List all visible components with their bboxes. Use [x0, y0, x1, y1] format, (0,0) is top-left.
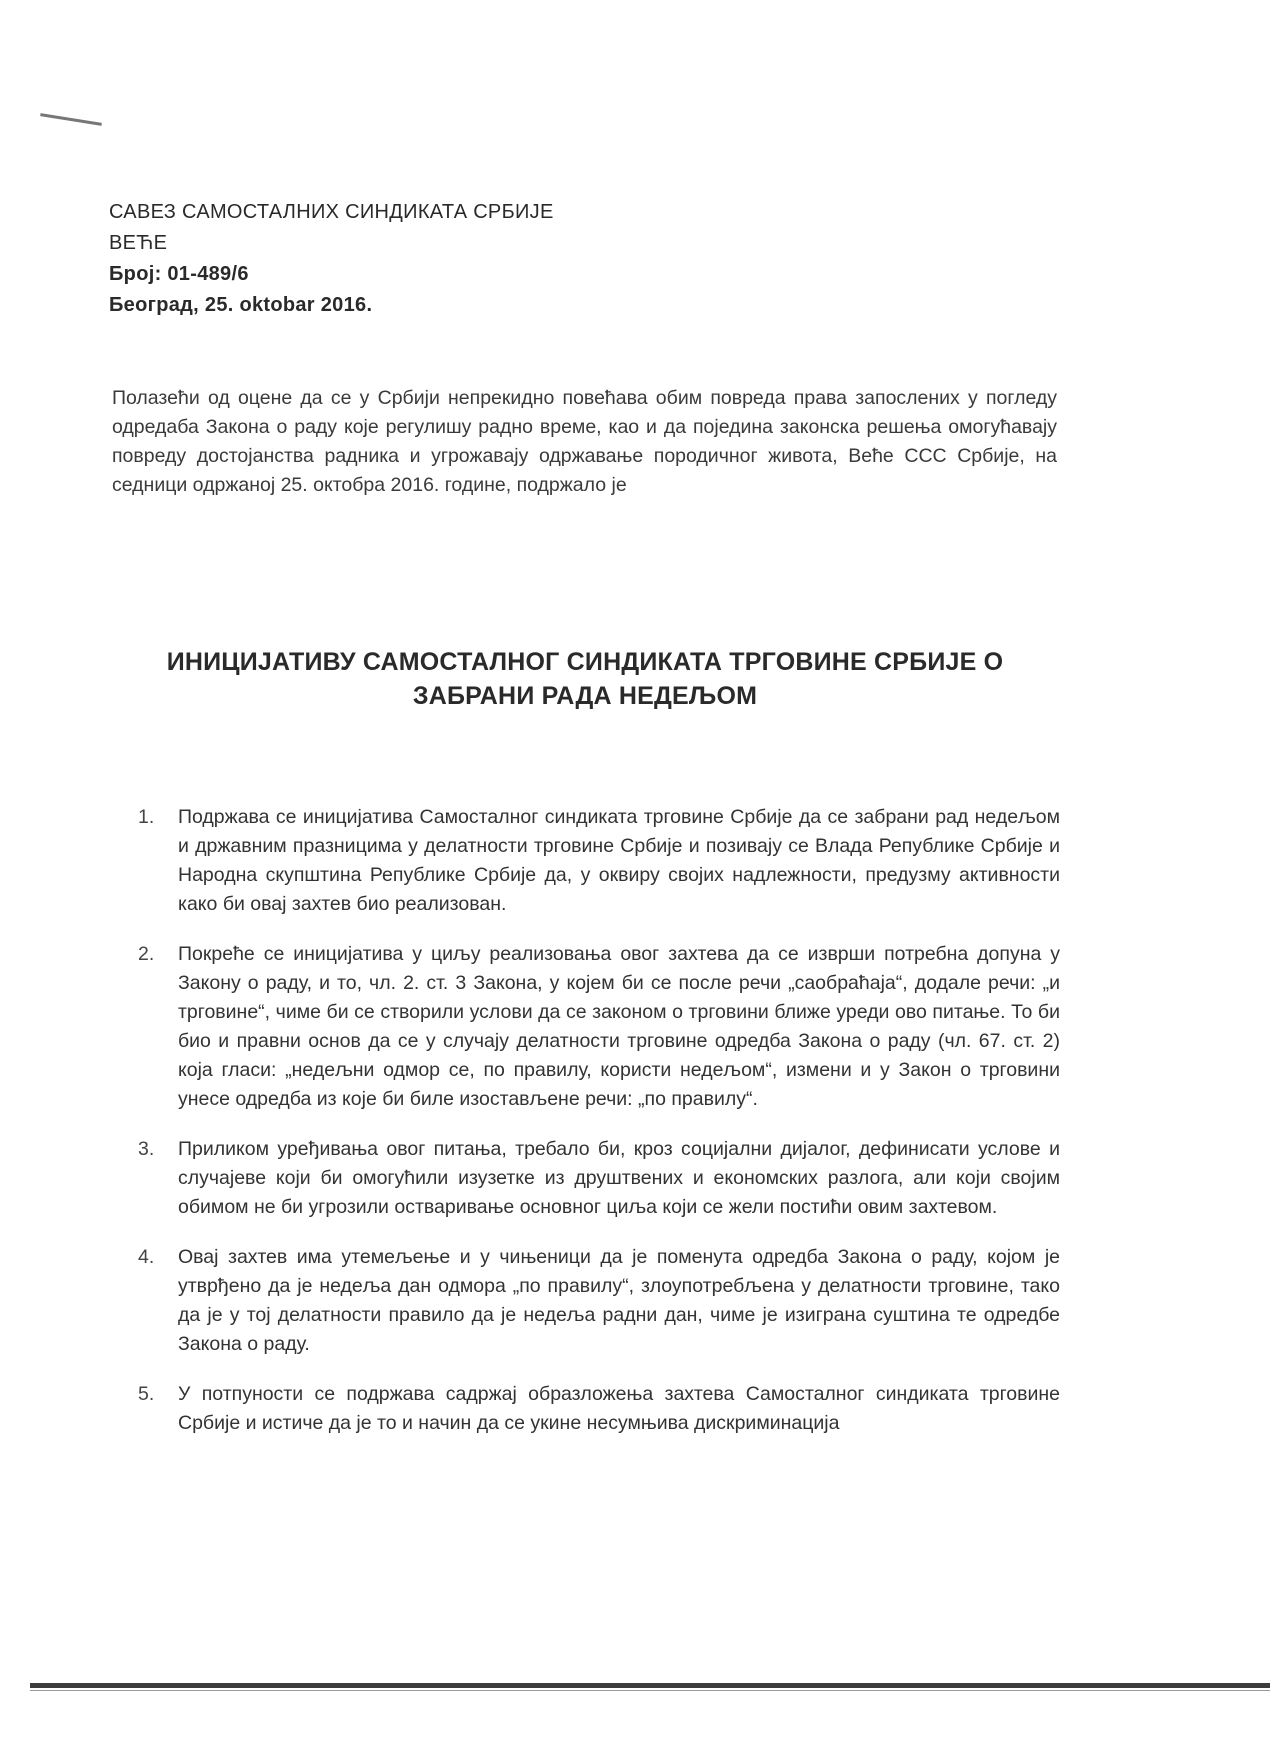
item-text: Овај захтев има утемељење и у чињеници да је поменута одредба Закона о раду, којом је утврђено да је недеља дан одмора „по правилу“, злоупотребљена у делатности трговине, тако да је у тој делатности правило да је недеља радни дан, чиме је изиграна суштина те одредбе Закона о раду.	[178, 1246, 1060, 1355]
item-number: 4.	[138, 1246, 155, 1268]
intro-paragraph: Полазећи од оцене да се у Србији непрекидно повећава обим повреда права запослених у погледу одредаба Закона о раду које регулишу радно време, као и да поједина законска решења омогућавају повреду достојанства радника и угрожавају одржавање породичног живота, Веће ССС Србије, на седници одржаној 25. октобра 2016. године, подржало је	[112, 387, 1057, 496]
title-line-1: ИНИЦИЈАТИВУ САМОСТАЛНОГ СИНДИКАТА ТРГОВИНЕ СРБИЈЕ О	[166, 648, 1004, 676]
title-line-2: ЗАБРАНИ РАДА НЕДЕЉОМ	[412, 682, 758, 710]
scan-pen-mark	[40, 113, 102, 126]
scan-bottom-edge	[30, 1683, 1270, 1688]
document-header	[109, 197, 554, 321]
list-item	[138, 1380, 1060, 1438]
document-title	[110, 645, 1060, 713]
list-item	[138, 803, 1060, 919]
item-text: У потпуности се подржава садржај образложења захтева Самосталног синдиката трговине Србије и истиче да је то и начин да се укине несумњива дискриминација	[178, 1383, 1060, 1434]
item-number: 2.	[138, 943, 155, 965]
item-number: 5.	[138, 1383, 155, 1405]
resolution-list	[138, 803, 1060, 1459]
item-number: 3.	[138, 1138, 155, 1160]
item-text: Подржава се иницијатива Самосталног синдиката трговине Србије да се забрани рад недељом и државним празницима у делатности трговине Србије и позивају се Влада Републике Србије и Народна скупштина Републике Србије да, у оквиру својих надлежности, предузму активности како би овај захтев био реализован.	[178, 806, 1060, 915]
list-item	[138, 940, 1060, 1114]
place-and-date: Београд, 25. oktobar 2016.	[109, 294, 373, 316]
item-text: Покреће се иницијатива у циљу реализовања овог захтева да се изврши потребна допуна у Закону о раду, и то, чл. 2. ст. 3 Закона, у којем би се после речи „саобраћаја“, додале речи: „и трговине“, чиме би се створили услови да се законом о трговини ближе уреди ово питање. То би био и правни основ да се у случају делатности трговине одредба Закона о раду (чл. 67. ст. 2) која гласи: „недељни одмор се, по правилу, користи недељом“, измени и у Закон о трговини унесе одредба из које би биле изостављене речи: „по правилу“.	[178, 943, 1060, 1110]
list-item	[138, 1135, 1060, 1222]
document-number: Број: 01-489/6	[109, 263, 249, 285]
item-text: Приликом уређивања овог питања, требало би, кроз социјални дијалог, дефинисати услове и случајеве који би омогућили изузетке из друштвених и економских разлога, али који својим обимом не би угрозили остваривање основног циља који се жели постићи овим захтевом.	[178, 1138, 1060, 1218]
scan-bottom-edge-shadow	[30, 1690, 1270, 1691]
item-number: 1.	[138, 806, 155, 828]
organization-name: САВЕЗ САМОСТАЛНИХ СИНДИКАТА СРБИЈЕ	[109, 201, 554, 223]
council-name: ВЕЋЕ	[109, 232, 168, 254]
list-item	[138, 1243, 1060, 1359]
